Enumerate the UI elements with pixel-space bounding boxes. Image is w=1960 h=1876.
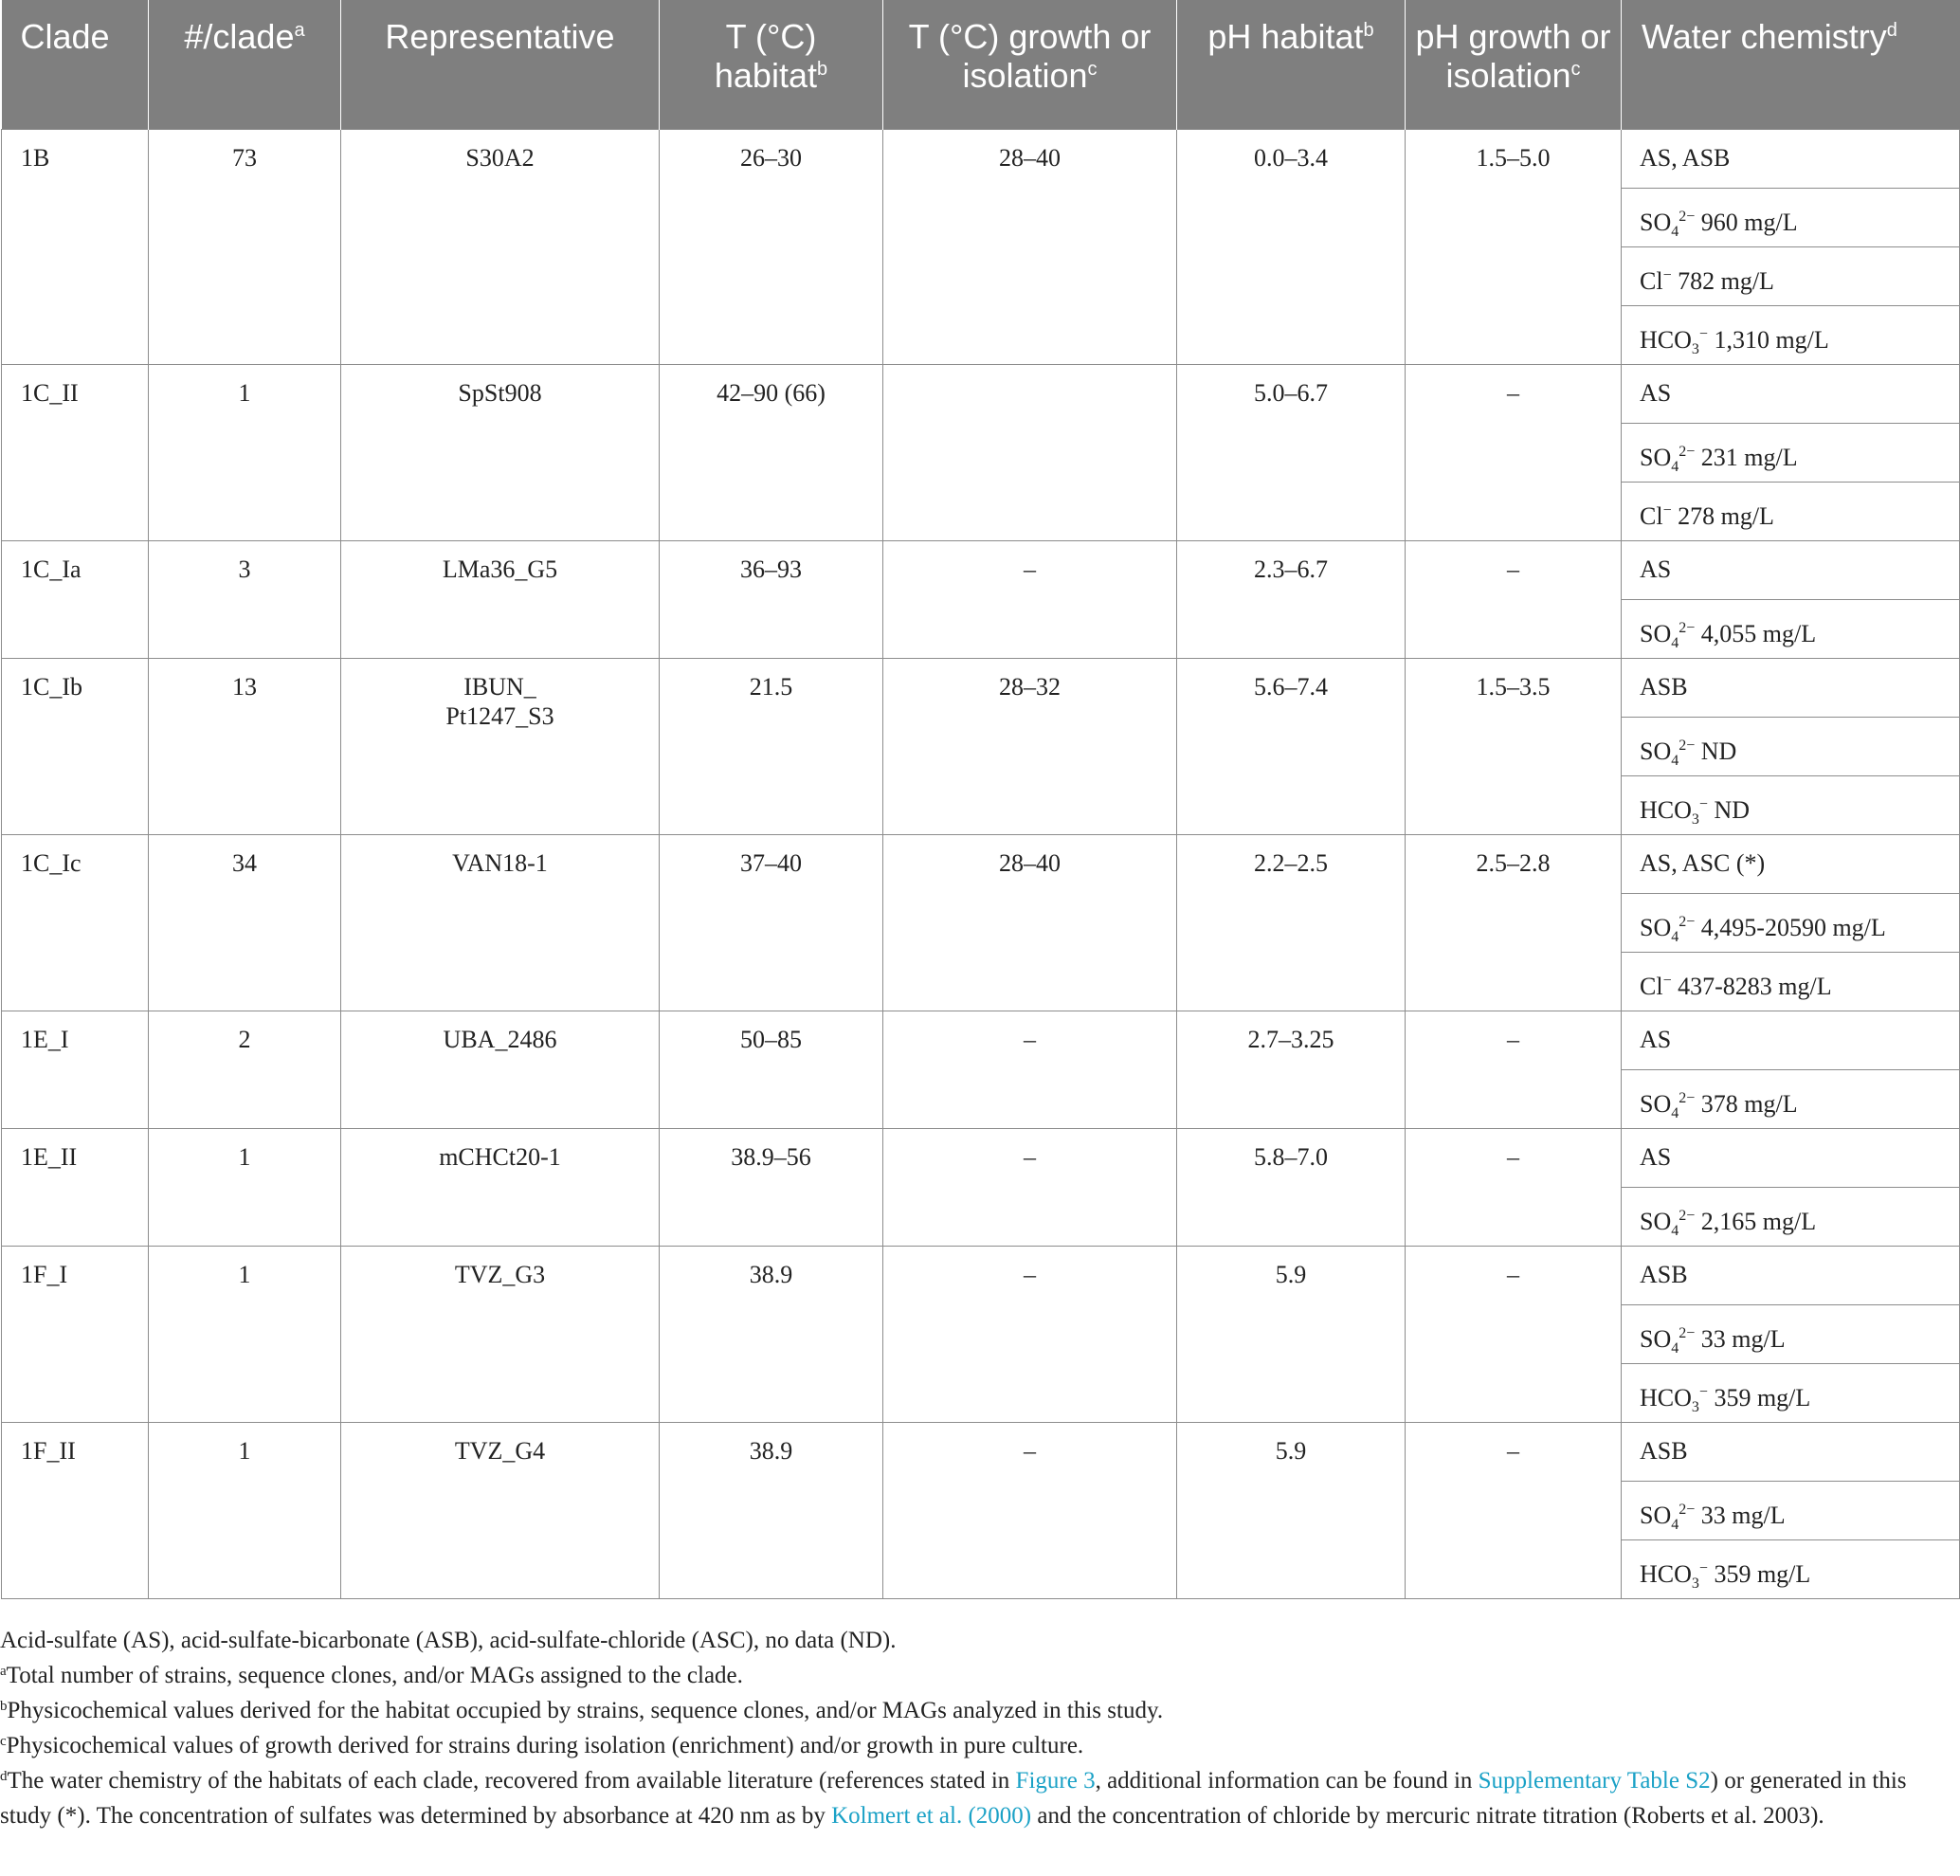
cell-count-text: 1 bbox=[238, 378, 251, 407]
water-chemistry-entry bbox=[1622, 1482, 1959, 1540]
chemistry-value: ASB bbox=[1640, 1436, 1688, 1465]
cell-clade-text: 1E_II bbox=[21, 1142, 78, 1171]
ion-subscript: 3 bbox=[1691, 340, 1699, 357]
cell-representative-text: IBUN_ Pt1247_S3 bbox=[445, 672, 554, 730]
chemistry-value: 378 mg/L bbox=[1695, 1089, 1798, 1118]
table-row bbox=[2, 1422, 1960, 1598]
cell-count-text: 34 bbox=[232, 848, 257, 877]
cell-water-chemistry bbox=[1622, 364, 1960, 540]
figure-3-link[interactable]: Figure 3 bbox=[1015, 1768, 1096, 1794]
water-chemistry-entry bbox=[1622, 835, 1959, 894]
chemistry-value: ND bbox=[1695, 737, 1737, 765]
cell-count-text: 2 bbox=[238, 1025, 251, 1053]
table-footnotes bbox=[0, 1623, 1952, 1833]
cell-ph-habitat-text: 5.9 bbox=[1275, 1436, 1307, 1465]
cell-water-chemistry bbox=[1622, 540, 1960, 658]
cell-t-growth-text: – bbox=[1024, 555, 1036, 583]
cell-count bbox=[149, 1011, 341, 1128]
cell-ph-habitat bbox=[1177, 1128, 1406, 1246]
header-t-growth: T (°C) growth or isolation$^c$ bbox=[883, 0, 1177, 129]
header-clade: Clade bbox=[2, 0, 149, 129]
ion-charge: − bbox=[1698, 1383, 1708, 1400]
cell-water-chemistry bbox=[1622, 1128, 1960, 1246]
cell-count bbox=[149, 1128, 341, 1246]
cell-ph-habitat bbox=[1177, 364, 1406, 540]
ion-subscript: 3 bbox=[1691, 1398, 1699, 1415]
cell-ph-growth-text: 2.5–2.8 bbox=[1476, 848, 1551, 877]
cell-t-habitat-text: 37–40 bbox=[740, 848, 802, 877]
cell-representative-text: VAN18-1 bbox=[452, 848, 548, 877]
ion-charge: 2− bbox=[1679, 913, 1696, 930]
cell-representative-text: SpSt908 bbox=[458, 378, 542, 407]
ion-charge: 2− bbox=[1679, 443, 1696, 460]
water-chemistry-entry bbox=[1622, 1423, 1959, 1482]
water-chemistry-entry bbox=[1622, 1540, 1959, 1598]
cell-clade bbox=[2, 658, 149, 834]
cell-ph-habitat-text: 2.3–6.7 bbox=[1254, 555, 1328, 583]
cell-ph-growth bbox=[1406, 1128, 1622, 1246]
ion-subscript: 4 bbox=[1671, 458, 1679, 475]
ion-formula: SO bbox=[1640, 1089, 1672, 1118]
cell-ph-habitat-text: 0.0–3.4 bbox=[1254, 143, 1328, 172]
water-chemistry-entry bbox=[1622, 130, 1959, 189]
cell-water-chemistry bbox=[1622, 1246, 1960, 1422]
cell-ph-growth bbox=[1406, 658, 1622, 834]
chemistry-value: 4,495-20590 mg/L bbox=[1695, 913, 1886, 941]
cell-t-habitat-text: 26–30 bbox=[740, 143, 802, 172]
chemistry-value: ND bbox=[1707, 795, 1750, 824]
chemistry-value: 2,165 mg/L bbox=[1695, 1207, 1817, 1235]
cell-ph-habitat bbox=[1177, 1422, 1406, 1598]
footnote-abbreviations: Acid-sulfate (AS), acid-sulfate-bicarbonate (ASB), acid-sulfate-chloride (ASC), no data (ND). bbox=[0, 1628, 897, 1653]
cell-water-chemistry bbox=[1622, 129, 1960, 364]
cell-ph-growth-text: – bbox=[1507, 1260, 1519, 1288]
cell-representative bbox=[341, 1246, 660, 1422]
chemistry-value: 359 mg/L bbox=[1707, 1559, 1811, 1588]
ion-formula: Cl bbox=[1640, 266, 1663, 295]
cell-representative-text: S30A2 bbox=[465, 143, 535, 172]
ion-formula: SO bbox=[1640, 1324, 1672, 1353]
cell-t-habitat-text: 21.5 bbox=[749, 672, 793, 701]
water-chemistry-entry bbox=[1622, 483, 1959, 540]
cell-water-chemistry bbox=[1622, 658, 1960, 834]
cell-t-growth bbox=[883, 1246, 1177, 1422]
cell-t-growth-text: – bbox=[1024, 1436, 1036, 1465]
chemistry-value: 278 mg/L bbox=[1671, 501, 1774, 530]
ion-charge: − bbox=[1662, 501, 1672, 519]
cell-clade bbox=[2, 1011, 149, 1128]
cell-ph-growth bbox=[1406, 1011, 1622, 1128]
cell-representative bbox=[341, 1128, 660, 1246]
cell-ph-growth bbox=[1406, 1246, 1622, 1422]
cell-t-growth bbox=[883, 1011, 1177, 1128]
water-chemistry-entry bbox=[1622, 306, 1959, 364]
water-chemistry-entry bbox=[1622, 1011, 1959, 1070]
cell-ph-growth bbox=[1406, 364, 1622, 540]
cell-count bbox=[149, 364, 341, 540]
cell-ph-habitat bbox=[1177, 834, 1406, 1011]
ion-formula: HCO bbox=[1640, 325, 1692, 354]
ion-formula: HCO bbox=[1640, 1383, 1692, 1412]
cell-representative bbox=[341, 129, 660, 364]
cell-t-growth bbox=[883, 540, 1177, 658]
cell-ph-habitat bbox=[1177, 1246, 1406, 1422]
cell-clade bbox=[2, 1422, 149, 1598]
cell-ph-growth bbox=[1406, 129, 1622, 364]
ion-subscript: 3 bbox=[1691, 1575, 1699, 1592]
cell-clade bbox=[2, 540, 149, 658]
chemistry-value: AS bbox=[1640, 378, 1672, 407]
cell-clade bbox=[2, 1246, 149, 1422]
cell-t-habitat bbox=[660, 1246, 883, 1422]
cell-count-text: 13 bbox=[232, 672, 257, 701]
chemistry-value: AS, ASC (*) bbox=[1640, 848, 1766, 877]
water-chemistry-entry bbox=[1622, 600, 1959, 658]
cell-ph-habitat-text: 5.0–6.7 bbox=[1254, 378, 1328, 407]
water-chemistry-entry bbox=[1622, 953, 1959, 1011]
header-water-chemistry: Water chemistry$^d$ bbox=[1622, 0, 1960, 129]
cell-t-growth-text: – bbox=[1024, 1142, 1036, 1171]
ion-subscript: 4 bbox=[1671, 1516, 1679, 1533]
water-chemistry-entry bbox=[1622, 365, 1959, 424]
cell-ph-growth bbox=[1406, 540, 1622, 658]
ion-formula: SO bbox=[1640, 1207, 1672, 1235]
cell-t-habitat-text: 38.9 bbox=[749, 1260, 793, 1288]
chemistry-value: AS bbox=[1640, 1025, 1672, 1053]
ion-formula: Cl bbox=[1640, 501, 1663, 530]
cell-count bbox=[149, 834, 341, 1011]
ion-charge: 2− bbox=[1679, 208, 1696, 225]
cell-t-growth-text bbox=[883, 365, 1176, 378]
cell-t-growth bbox=[883, 834, 1177, 1011]
chemistry-value: 359 mg/L bbox=[1707, 1383, 1811, 1412]
ion-subscript: 4 bbox=[1671, 752, 1679, 769]
cell-count-text: 1 bbox=[238, 1436, 251, 1465]
cell-ph-habitat-text: 5.6–7.4 bbox=[1254, 672, 1328, 701]
ion-subscript: 4 bbox=[1671, 928, 1679, 945]
ion-charge: 2− bbox=[1679, 619, 1696, 636]
table-row bbox=[2, 129, 1960, 364]
cell-representative bbox=[341, 1422, 660, 1598]
ion-charge: − bbox=[1698, 1559, 1708, 1576]
ion-formula: SO bbox=[1640, 1501, 1672, 1529]
cell-ph-growth bbox=[1406, 1422, 1622, 1598]
ion-formula: HCO bbox=[1640, 795, 1692, 824]
cell-t-growth-text: – bbox=[1024, 1025, 1036, 1053]
cell-water-chemistry bbox=[1622, 1422, 1960, 1598]
ion-charge: − bbox=[1662, 266, 1672, 283]
cell-t-growth bbox=[883, 1128, 1177, 1246]
cell-t-habitat bbox=[660, 1128, 883, 1246]
water-chemistry-entry bbox=[1622, 424, 1959, 483]
ion-charge: − bbox=[1698, 795, 1708, 812]
ion-charge: 2− bbox=[1679, 1501, 1696, 1518]
cell-t-habitat-text: 38.9–56 bbox=[731, 1142, 811, 1171]
cell-clade bbox=[2, 1128, 149, 1246]
cell-clade-text: 1C_II bbox=[21, 378, 79, 407]
cell-representative bbox=[341, 364, 660, 540]
cell-t-growth-text: 28–40 bbox=[999, 143, 1061, 172]
ion-subscript: 4 bbox=[1671, 1222, 1679, 1239]
header-representative: Representative bbox=[341, 0, 660, 129]
cell-t-growth-text: 28–32 bbox=[999, 672, 1061, 701]
water-chemistry-entry bbox=[1622, 894, 1959, 953]
cell-count-text: 73 bbox=[232, 143, 257, 172]
cell-water-chemistry bbox=[1622, 1011, 1960, 1128]
cell-ph-growth-text: – bbox=[1507, 1436, 1519, 1465]
header-ph-growth: pH growth or isolation$^c$ bbox=[1406, 0, 1622, 129]
cell-clade bbox=[2, 364, 149, 540]
water-chemistry-entry bbox=[1622, 541, 1959, 600]
cell-count bbox=[149, 1246, 341, 1422]
cell-t-growth bbox=[883, 658, 1177, 834]
ion-formula: Cl bbox=[1640, 972, 1663, 1000]
chemistry-value: AS bbox=[1640, 1142, 1672, 1171]
table-row bbox=[2, 1011, 1960, 1128]
ion-formula: SO bbox=[1640, 913, 1672, 941]
cell-count bbox=[149, 540, 341, 658]
cell-ph-habitat bbox=[1177, 540, 1406, 658]
footnote-d: $^d$The water chemistry of the habitats of each clade, recovered from available literature (references stated in Figure 3, additional information can be found in Supplementary Table S2) or generated in this study (*). The concentration of sulfates was determined by absorbance at 420 nm as by Kolmert et al. (2000) and the concentration of chloride by mercuric nitrate titration (Roberts et al. 2003). bbox=[0, 1768, 1907, 1829]
cell-clade-text: 1C_Ib bbox=[21, 672, 82, 701]
cell-representative-text: mCHCt20-1 bbox=[439, 1142, 561, 1171]
cell-t-growth bbox=[883, 1422, 1177, 1598]
cell-representative bbox=[341, 658, 660, 834]
ion-charge: − bbox=[1662, 972, 1672, 989]
cell-ph-habitat-text: 5.8–7.0 bbox=[1254, 1142, 1328, 1171]
cell-t-growth-text: – bbox=[1024, 1260, 1036, 1288]
chemistry-value: 33 mg/L bbox=[1695, 1501, 1786, 1529]
ion-charge: 2− bbox=[1679, 1324, 1696, 1341]
cell-representative-text: TVZ_G3 bbox=[454, 1260, 546, 1288]
cell-t-growth bbox=[883, 129, 1177, 364]
cell-count bbox=[149, 129, 341, 364]
cell-count-text: 1 bbox=[238, 1260, 251, 1288]
table-row bbox=[2, 658, 1960, 834]
ion-formula: SO bbox=[1640, 619, 1672, 647]
ion-subscript: 4 bbox=[1671, 634, 1679, 651]
cell-ph-growth-text: – bbox=[1507, 1025, 1519, 1053]
chemistry-value: AS, ASB bbox=[1640, 143, 1731, 172]
cell-t-habitat bbox=[660, 658, 883, 834]
water-chemistry-entry bbox=[1622, 247, 1959, 306]
cell-ph-habitat bbox=[1177, 129, 1406, 364]
cell-representative-text: TVZ_G4 bbox=[454, 1436, 546, 1465]
cell-ph-growth-text: 1.5–5.0 bbox=[1476, 143, 1551, 172]
cell-representative-text: UBA_2486 bbox=[443, 1025, 557, 1053]
cell-t-habitat bbox=[660, 1011, 883, 1128]
table-row bbox=[2, 1246, 1960, 1422]
cell-count bbox=[149, 1422, 341, 1598]
water-chemistry-entry bbox=[1622, 776, 1959, 834]
footnote-c: $^c$Physicochemical values of growth derived for strains during isolation (enrichment) and/or growth in pure culture. bbox=[0, 1733, 1084, 1758]
cell-ph-growth-text: – bbox=[1507, 1142, 1519, 1171]
cell-representative-text: LMa36_G5 bbox=[442, 555, 558, 583]
chemistry-value: ASB bbox=[1640, 672, 1688, 701]
ion-charge: − bbox=[1698, 325, 1708, 342]
water-chemistry-entry bbox=[1622, 1188, 1959, 1246]
chemistry-value: 1,310 mg/L bbox=[1707, 325, 1829, 354]
supplementary-table-link[interactable]: Supplementary Table S2 bbox=[1478, 1768, 1711, 1794]
cell-clade-text: 1F_I bbox=[21, 1260, 68, 1288]
ion-formula: SO bbox=[1640, 443, 1672, 471]
ion-charge: 2− bbox=[1679, 737, 1696, 754]
cell-ph-growth-text: – bbox=[1507, 555, 1519, 583]
cell-clade-text: 1C_Ia bbox=[21, 555, 82, 583]
chemistry-value: ASB bbox=[1640, 1260, 1688, 1288]
cell-ph-growth-text: 1.5–3.5 bbox=[1476, 672, 1551, 701]
cell-ph-growth bbox=[1406, 834, 1622, 1011]
chemistry-value: 4,055 mg/L bbox=[1695, 619, 1817, 647]
ion-subscript: 4 bbox=[1671, 223, 1679, 240]
cell-representative bbox=[341, 540, 660, 658]
footnote-a: $^a$Total number of strains, sequence clones, and/or MAGs assigned to the clade. bbox=[0, 1663, 743, 1688]
ion-formula: SO bbox=[1640, 737, 1672, 765]
cell-t-habitat-text: 38.9 bbox=[749, 1436, 793, 1465]
cell-ph-habitat-text: 2.7–3.25 bbox=[1247, 1025, 1334, 1053]
ion-formula: HCO bbox=[1640, 1559, 1692, 1588]
kolmert-reference-link[interactable]: Kolmert et al. (2000) bbox=[831, 1803, 1032, 1829]
ion-subscript: 3 bbox=[1691, 811, 1699, 828]
ion-subscript: 4 bbox=[1671, 1339, 1679, 1357]
cell-t-habitat bbox=[660, 834, 883, 1011]
ion-charge: 2− bbox=[1679, 1089, 1696, 1106]
cell-t-habitat bbox=[660, 129, 883, 364]
header-count: #/clade$^a$ bbox=[149, 0, 341, 129]
ion-charge: 2− bbox=[1679, 1207, 1696, 1224]
cell-count-text: 3 bbox=[238, 555, 251, 583]
header-row bbox=[2, 0, 1960, 129]
ion-formula: SO bbox=[1640, 208, 1672, 236]
cell-clade-text: 1B bbox=[21, 143, 50, 172]
cell-ph-habitat-text: 2.2–2.5 bbox=[1254, 848, 1328, 877]
water-chemistry-entry bbox=[1622, 1070, 1959, 1128]
chemistry-value: 33 mg/L bbox=[1695, 1324, 1786, 1353]
water-chemistry-entry bbox=[1622, 1129, 1959, 1188]
water-chemistry-entry bbox=[1622, 718, 1959, 776]
cell-clade bbox=[2, 834, 149, 1011]
chemistry-value: 960 mg/L bbox=[1695, 208, 1798, 236]
table-body bbox=[2, 129, 1960, 1598]
cell-count-text: 1 bbox=[238, 1142, 251, 1171]
cell-ph-habitat-text: 5.9 bbox=[1275, 1260, 1307, 1288]
cell-t-growth bbox=[883, 364, 1177, 540]
water-chemistry-entry bbox=[1622, 1364, 1959, 1422]
cell-t-habitat bbox=[660, 364, 883, 540]
table-row bbox=[2, 1128, 1960, 1246]
cell-t-habitat-text: 36–93 bbox=[740, 555, 802, 583]
cell-clade-text: 1F_II bbox=[21, 1436, 76, 1465]
water-chemistry-entry bbox=[1622, 1305, 1959, 1364]
cell-ph-growth-text: – bbox=[1507, 378, 1519, 407]
table-row bbox=[2, 364, 1960, 540]
cell-count bbox=[149, 658, 341, 834]
chemistry-value: 231 mg/L bbox=[1695, 443, 1798, 471]
chemistry-value: 437-8283 mg/L bbox=[1671, 972, 1832, 1000]
ion-subscript: 4 bbox=[1671, 1104, 1679, 1121]
cell-ph-habitat bbox=[1177, 658, 1406, 834]
cell-t-habitat bbox=[660, 540, 883, 658]
cell-clade bbox=[2, 129, 149, 364]
header-ph-habitat: pH habitat$^b$ bbox=[1177, 0, 1406, 129]
chemistry-value: AS bbox=[1640, 555, 1672, 583]
cell-water-chemistry bbox=[1622, 834, 1960, 1011]
cell-ph-habitat bbox=[1177, 1011, 1406, 1128]
cell-representative bbox=[341, 1011, 660, 1128]
cell-representative bbox=[341, 834, 660, 1011]
footnote-b: $^b$Physicochemical values derived for the habitat occupied by strains, sequence clones, and/or MAGs analyzed in this study. bbox=[0, 1698, 1164, 1723]
clade-table bbox=[1, 0, 1960, 1599]
cell-t-growth-text: 28–40 bbox=[999, 848, 1061, 877]
header-t-habitat: T (°C) habitat$^b$ bbox=[660, 0, 883, 129]
water-chemistry-entry bbox=[1622, 659, 1959, 718]
water-chemistry-entry bbox=[1622, 189, 1959, 247]
table-row bbox=[2, 540, 1960, 658]
cell-clade-text: 1E_I bbox=[21, 1025, 69, 1053]
water-chemistry-entry bbox=[1622, 1247, 1959, 1305]
cell-t-habitat-text: 50–85 bbox=[740, 1025, 802, 1053]
cell-clade-text: 1C_Ic bbox=[21, 848, 82, 877]
cell-t-habitat-text: 42–90 (66) bbox=[717, 378, 826, 407]
chemistry-value: 782 mg/L bbox=[1671, 266, 1774, 295]
table-row bbox=[2, 834, 1960, 1011]
cell-t-habitat bbox=[660, 1422, 883, 1598]
